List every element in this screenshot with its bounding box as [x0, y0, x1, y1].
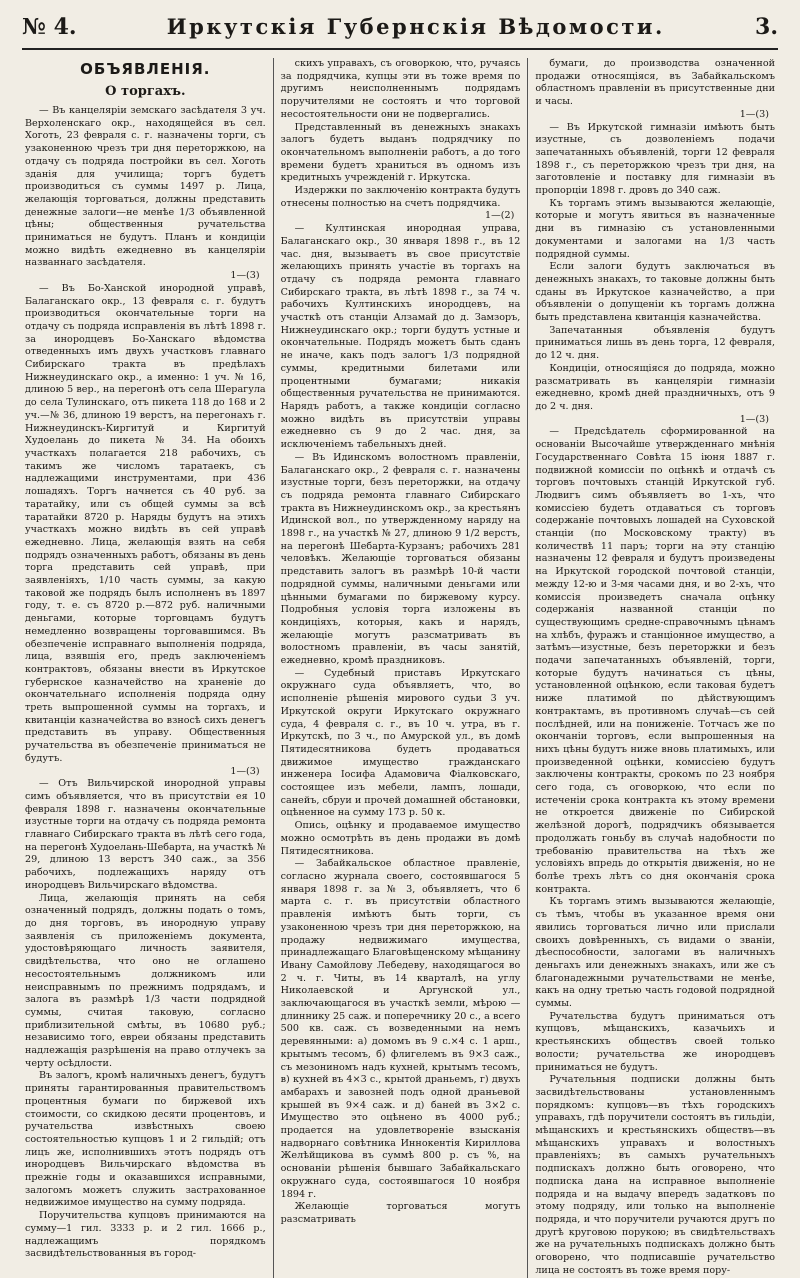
notice-paragraph: — Въ Бо-Ханской инородной управѣ, Балаганскаго окр., 13 февраля с. г. будутъ производиться окончательные торги на отдачу съ подряда исправленія въ лѣтѣ 1898 г. за инородцевъ Бо-Ханскаго вѣдомства отведенныхъ имъ двухъ участковъ главнаго Сибирскаго тракта въ предѣлахъ Нижнеудинскаго окр., а именно: 1 уч. № 16, длиною 5 вер., на перегонѣ отъ села Шерагула до села Тулинскаго, отъ пикета 118 до 168 и 2 уч.—№ 36, длиною 19 верстъ, на перегонахъ г. Нижнеудинскъ-Киргитуй и Киргитуй Худоелань до пикета № 34. На обоихъ участкахъ полагается 218 рабочихъ, съ такимъ же числомъ таратаекъ, съ надлежащими инструментами, при 436 лошадяхъ. Торгъ начнется съ 40 руб. за таратайку, или съ общей суммы за всѣ таратайки 8720 р. Наряды будутъ на этихъ участкахъ можно видѣть въ сей управѣ ежедневно. Лица, желающія взять на себя подрядъ означенныхъ работъ, обязаны въ день торга представить сей управѣ, при заявленіяхъ, 1/10 часть суммы, за какую таковой же подрядъ былъ исполненъ въ 1897 году, т. е. съ 8720 р.—872 руб. наличными деньгами, которые торговцамъ будутъ немедленно возвращены торговавшимся. Въ обезпеченіе исправнаго выполненія подряда, лица, взявшія его, предъ заключеніемъ контрактовъ, обязаны внести въ Иркутское губернское казначейство на храненіе до окончательнаго исполненія подряда одну треть выпрошенной суммы на торгахъ, и квитанціи казначейства во взносѣ сихъ денегъ представить въ управу. Общественныя ручательства въ обезпеченіе приниматься не будутъ. [25, 282, 266, 764]
column-text [281, 58, 521, 1227]
notice-paragraph: Кондиціи, относящіяся до подряда, можно разсматривать въ канцеляріи гимназіи ежедневно, кромѣ дней праздничныхъ, отъ 9 до 2 ч. дня. [535, 362, 775, 412]
text-columns [18, 58, 782, 1276]
notice-paragraph: Къ торгамъ этимъ вызываются желающіе, которые и могутъ явиться въ назначенные дни въ гимназію съ установленными документами и залогами на 1/3 часть подрядной суммы. [535, 197, 775, 260]
notice-paragraph: — Предсѣдатель сформированной на основаніи Высочайше утвержденнаго мнѣнія Государственнаго Совѣта 15 іюня 1887 г. подвижной комиссіи по оцѣнкѣ и отдачѣ съ торговъ почтовыхъ станцій Иркутской губ. Людвигъ симъ объявляетъ во 1-хъ, что комиссіею будетъ отдаваться съ торговъ содержаніе почтовыхъ лошадей на Суховской станціи (по Московскому тракту) въ количествѣ 11 паръ; торги на эту станцію назначены 12 февраля и будутъ произведены на Иркутской городской почтовой станціи, между 12-ю и 3-мя часами дня, и во 2-хъ, что комиссія произведетъ сначала оцѣнку содержанія названной станціи по существующимъ средне-справочнымъ цѣнамъ на хлѣбъ, фуражъ и станціонное имущество, а затѣмъ—изустные, безъ переторжки и безъ подачи запечатанныхъ объявленій, торги, которые будутъ начинаться съ цѣны, установленной оцѣнкою, если таковая будетъ ниже платимой по дѣйствующимъ контрактамъ, въ противномъ случаѣ—съ сей послѣдней, или на пониженіе. Тотчасъ же по окончаніи торговъ, если выпрошенныя на нихъ цѣны будутъ ниже вновь платимыхъ, или произведенной оцѣнки, комиссіею будутъ заключены контракты, срокомъ по 23 ноября сего года, съ оговоркою, что если по истеченіи срока контракта къ этому времени не откроется движеніе по Сибирской желѣзной дорогѣ, подрядчикъ обязывается продолжать гоньбу въ случаѣ надобности по требованію правительства на тѣхъ же условіяхъ впредь до открытія движенія, но не болѣе трехъ лѣтъ со дня окончанія срока контракта. [535, 426, 775, 895]
notice-paragraph: Издержки по заключенію контракта будутъ отнесены полностью на счетъ подрядчика. [280, 185, 521, 209]
notice-paragraph: — Въ Иркутской гимназіи имѣютъ быть изустные, съ дозволеніемъ подачи запечатанныхъ объявленій, торги 12 февраля 1898 г., съ переторжкою чрезъ три дня, на заготовленіе и поставку для гимназіи въ пропорціи 1898 г. дровъ до 340 саж. [535, 121, 775, 197]
notice-signature: 1—(3) [739, 108, 769, 120]
notice-paragraph: — Забайкальское областное правленіе, согласно журнала своего, состоявшагося 5 января 1898 г. за № 3, объявляетъ, что 6 марта с. г. въ присутствіи областного правленія имѣютъ быть торги, съ узаконенною чрезъ три дня переторжкою, на продажу недвижимаго имущества, принадлежащаго Благовѣщенскому мѣщанину Ивану Самойлову Лебедеву, находящагося во 2 ч. г. Читы, въ 14 кварталѣ, на углу Николаевской и Аргунской ул., заключающагося въ участкѣ земли, мѣрою — длиннику 25 саж. и поперечнику 20 с., а всего 500 кв. саж. съ возведенными на немъ деревянными: а) домомъ въ 9 с.×4 с. 1 арш., крытымъ тесомъ, б) флигелемъ въ 9×3 саж., съ мезониномъ надъ кухней, крытымъ тесомъ, в) кухней въ 4×3 с., крытой драньемъ, г) двухъ амбарахъ и завозней подъ одной драньевой крышей въ 9×4 саж. и д) баней въ 3×2 с. Имущество это оцѣнено въ 4000 руб.; продается на удовлетвореніе взысканія надворнаго совѣтника Иннокентія Кириллова Желѣйщикова въ суммѣ 800 р. съ %, на основаніи рѣшенія бывшаго Забайкальскаго окружнаго суда, состоявшагося 10 ноября 1894 г. [280, 858, 521, 1200]
column-text [535, 58, 775, 1278]
notice-signature: 1—(3) [739, 413, 769, 425]
notice-paragraph: бумаги, до производства означенной продажи относящіяся, въ Забайкальскомъ областномъ правленіи въ присутственные дни и часы. [535, 58, 775, 108]
notice-paragraph: Въ залогъ, кромѣ наличныхъ денегъ, будутъ приняты гарантированныя правительствомъ процентныя бумаги по биржевой ихъ стоимости, со скидкою десяти процентовъ, и ручательства извѣстныхъ своею состоятельностью купцовъ 1 и 2 гильдій; отъ лицъ же, исполнившихъ этотъ подрядъ отъ инородцевъ Вильчирскаго вѣдомства въ прежніе годы и оказавшихся исправными, залогомъ можетъ служить застрахованное недвижимое имущество на сумму подряда. [25, 1070, 266, 1209]
notice-paragraph: скихъ управахъ, съ оговоркою, что, ручаясь за подрядчика, купцы эти въ тоже время по другимъ неисполненнымъ подрядамъ поручителями не состоятъ и что торговой несостоятельности они не подвергались. [280, 58, 521, 120]
notice-signature: 1—(3) [230, 270, 260, 282]
notice-paragraph: Желающіе торговаться могутъ разсматривать [280, 1201, 521, 1225]
column-2 [273, 58, 528, 1278]
notice-paragraph: Лица, желающія принять на себя означенный подрядъ, должны подать о томъ, до дня торговъ, въ инородную управу заявленія съ приложеніемъ документа, удостовѣряющаго личность заявителя, свидѣтельства, что оно не оглашено несостоятельнымъ должникомъ или неисправнымъ по прежнимъ подрядамъ, и залога въ размѣрѣ 1/3 части подрядной суммы, считая таковую, согласно приблизительной смѣты, въ 10680 руб.; независимо того, евреи обязаны представить надлежащія разрѣшенія на право отлучекъ за черту осѣдлости. [25, 892, 266, 1069]
masthead [22, 14, 778, 50]
notice-paragraph: Опись, оцѣнку и продаваемое имущество можно осмотрѣть въ день продажи въ домѣ Пятидесятникова. [280, 820, 521, 857]
notice-paragraph: Если залоги будутъ заключаться въ денежныхъ знакахъ, то таковые должны быть сданы въ Иркутское казначейство, а при объявленіи о допущеніи къ торгамъ должна быть представлена квитанція казначейства. [535, 261, 775, 324]
column-1 [18, 58, 273, 1278]
notice-paragraph: — Култинская инородная управа, Балаганскаго окр., 30 января 1898 г., въ 12 час. дня, вызываетъ въ свое присутствіе желающихъ принять участіе въ торгахъ на отдачу съ подряда ремонта главнаго Сибирскаго тракта, въ лѣтѣ 1898 г., за 74 ч. рабочихъ Култинскихъ инородцевъ, на участкѣ отъ станціи Алзамай до д. Замзоръ, Нижнеудинскаго окр.; торги будутъ устные и окончательные. Подрядъ можетъ быть сданъ не иначе, какъ подъ залогъ 1/3 подрядной суммы, кредитными билетами или процентными бумагами; никакія общественныя ручательства не принимаются. Нарядъ работъ, а также кондиціи согласно можно видѣть въ присутствіи управы ежедневно съ 9 до 2 час. дня, за исключеніемъ табельныхъ дней. [280, 223, 521, 451]
notice-paragraph: — Судебный приставъ Иркутскаго окружнаго суда объявляетъ, что, во исполненіе рѣшенія мирового судьи 3 уч. Иркутской округи Иркутскаго окружнаго суда, 4 февраля с. г., въ 10 ч. утра, въ г. Иркутскѣ, по 3 ч., по Амурской ул., въ домѣ Пятидесятникова будетъ продаваться движимое имущество гражданскаго инженера Іосифа Адамовича Фіалковскаго, состоящее изъ мебели, лампъ, лошади, санейъ, сбруи и прочей домашней обстановки, оцѣненное на сумму 173 р. 50 к. [280, 667, 521, 819]
notice-paragraph: Представленный въ денежныхъ знакахъ залогъ будетъ выданъ подрядчику по окончательномъ выполненіи работъ, а до того времени будетъ храниться въ одномъ изъ кредитныхъ учрежденій г. Иркутска. [280, 121, 521, 184]
notice-paragraph: — Въ канцеляріи земскаго засѣдателя 3 уч. Верхоленскаго окр., находящейся въ сел. Хоготь, 23 февраля с. г. назначены торги, съ узаконенною чрезъ три дня переторжкою, на отдачу съ подряда постройки въ сел. Хоготь зданія для училища; торгъ будетъ производиться съ суммы 1497 р. Лица, желающія торговаться, должны представить денежные залоги—не менѣе 1/3 объявленной цѣны; общественныя ручательства приниматься не будутъ. Планъ и кондиціи можно видѣть ежедневно въ канцеляріи названнаго засѣдателя. [25, 105, 266, 269]
notice-paragraph: Къ торгамъ этимъ вызываются желающіе, съ тѣмъ, чтобы въ указанное время они явились торговаться лично или прислали своихъ довѣренныхъ, съ видами о званіи, дѣеспособности, залогами въ наличныхъ деньгахъ или денежныхъ знакахъ, или же съ благонадежными ручательствами не менѣе, какъ на одну третью часть годовой подрядной суммы. [535, 896, 775, 1010]
notice-paragraph: — Отъ Вильчирской инородной управы симъ объявляется, что въ присутствіи ея 10 февраля 1898 г. назначены окончательные изустные торги на отдачу съ подряда ремонта главнаго Сибирскаго тракта въ лѣтѣ сего года, на перегонѣ Худоелань-Шебарта, на участкѣ № 29, длиною 13 верстъ 340 саж., за 356 рабочихъ, подлежащихъ наряду отъ инородцевъ Вильчирскаго вѣдомства. [25, 778, 266, 891]
notice-signature: 1—(2) [485, 210, 515, 222]
notice-signature: 1—(3) [230, 765, 260, 777]
section-subtitle: О торгахъ. [105, 84, 186, 99]
issue-number: № 4. [22, 14, 77, 40]
notice-paragraph: Поручительства купцовъ принимаются на сумму—1 гил. 3333 р. и 2 гил. 1666 р., надлежащимъ порядкомъ засвидѣтельствованныя въ город- [25, 1210, 266, 1260]
notice-paragraph: — Въ Идинскомъ волостномъ правленіи, Балаганскаго окр., 2 февраля с. г. назначены изустные торги, безъ переторжки, на отдачу съ подряда ремонта главнаго Сибирскаго тракта въ Нижнеудинскомъ окр., за крестьянъ Идинской вол., по утвержденному наряду на 1898 г., на участкѣ № 27, длиною 9 1/2 верстъ, на перегонѣ Шебарта-Курзанъ; рабочихъ 281 человѣкъ. Желающіе торговаться обязаны представить залогъ въ размѣрѣ 10-й части подрядной суммы, наличными деньгами или цѣнными бумагами по биржевому курсу. Подробныя условія торга изложены въ кондиціяхъ, которыя, какъ и нарядъ, желающіе могутъ разсматривать въ волостномъ правленіи, въ часы занятій, ежедневно, кромѣ праздниковъ. [280, 451, 521, 667]
notice-paragraph: Запечатанныя объявленія будутъ приниматься лишь въ день торга, 12 февраля, до 12 ч. дня. [535, 324, 775, 362]
page-number: 3. [755, 14, 778, 40]
section-title: ОБЪЯВЛЕНІЯ. [80, 60, 211, 78]
column-text [25, 105, 266, 1261]
newspaper-title: Иркутскія Губернскія Вѣдомости. [166, 14, 665, 39]
notice-paragraph: Ручательства будутъ приниматься отъ купцовъ, мѣщанскихъ, казачьихъ и крестьянскихъ обществъ своей только волости; ручательства же инородцевъ приниматься не будутъ. [535, 1010, 775, 1073]
notice-paragraph: Ручательныя подписки должны быть засвидѣтельствованы установленнымъ порядкомъ: купцовъ—въ тѣхъ городскихъ управахъ, гдѣ поручители состоятъ въ гильдіи, мѣщанскихъ и крестьянскихъ обществъ—въ мѣщанскихъ управахъ и волостныхъ правленіяхъ; въ самыхъ ручательныхъ подпискахъ должно быть оговорено, что подписка дана на исправное выполненіе подряда и на выдачу впередъ задатковъ по этому подряду, или только на выполненіе подряда, и что поручители ручаются другъ по другѣ круговою порукою; въ свидѣтельствахъ же на ручательныхъ подпискахъ должно быть оговорено, что подписавшіе ручательство лица не состоятъ въ тоже время пору- [535, 1074, 775, 1276]
column-3 [527, 58, 782, 1278]
